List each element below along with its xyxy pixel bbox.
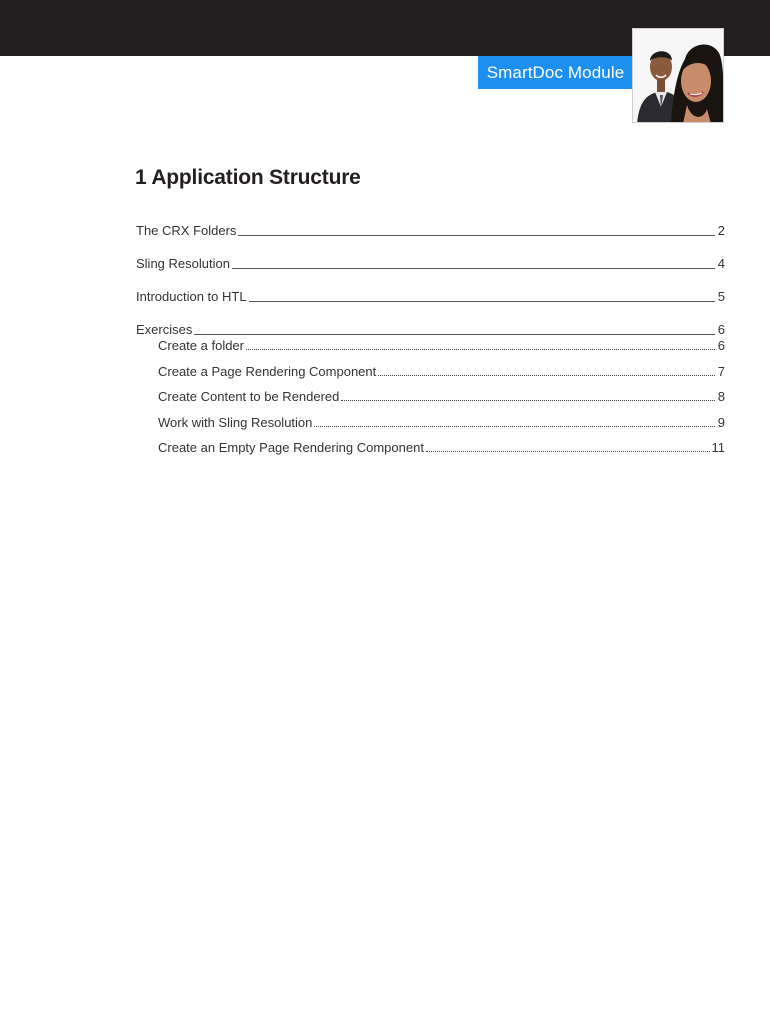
toc-leader <box>238 234 715 236</box>
toc-entry-label: Create Content to be Rendered <box>158 389 340 404</box>
header-photo <box>632 28 724 123</box>
toc-entry-crx-folders[interactable] <box>136 216 725 238</box>
toc-page-number: 5 <box>717 289 725 304</box>
toc-leader <box>249 300 715 302</box>
toc-entry-label: Create a folder <box>158 338 244 353</box>
toc-entry-label: Work with Sling Resolution <box>158 414 313 430</box>
table-of-contents <box>136 216 725 464</box>
toc-subentry-empty-page-component[interactable] <box>136 438 725 455</box>
toc-entry-introduction-htl[interactable] <box>136 282 725 304</box>
toc-entry-label: Create an Empty Page Rendering Component <box>158 440 424 455</box>
toc-page-number: 7 <box>717 363 725 379</box>
module-badge: SmartDoc Module <box>478 56 633 89</box>
toc-entry-label: Sling Resolution <box>136 256 230 271</box>
toc-leader <box>341 399 715 401</box>
toc-page-number: 8 <box>717 389 725 404</box>
toc-leader <box>246 348 715 350</box>
toc-page-number: 4 <box>717 256 725 271</box>
toc-leader <box>426 450 710 452</box>
toc-entry-sling-resolution[interactable] <box>136 249 725 271</box>
toc-subentry-content-to-render[interactable] <box>136 387 725 404</box>
toc-subentry-sling-resolution[interactable] <box>136 413 725 430</box>
chapter-title: 1 Application Structure <box>135 166 361 189</box>
toc-leader <box>194 333 715 335</box>
toc-page-number: 6 <box>717 338 725 353</box>
toc-page-number: 11 <box>711 440 725 455</box>
toc-leader <box>314 425 715 427</box>
toc-leader <box>378 374 715 376</box>
exercise-list <box>136 336 725 455</box>
toc-leader <box>232 267 715 269</box>
toc-subentry-create-folder[interactable] <box>136 336 725 353</box>
toc-entry-label: Exercises <box>136 322 193 337</box>
toc-entry-exercises[interactable] <box>136 315 725 337</box>
toc-entry-label: Create a Page Rendering Component <box>158 363 377 379</box>
toc-page-number: 9 <box>717 414 725 430</box>
toc-page-number: 6 <box>717 322 725 337</box>
toc-page-number: 2 <box>717 223 725 238</box>
toc-subentry-page-rendering-component[interactable] <box>136 362 725 379</box>
toc-entry-label: The CRX Folders <box>136 223 237 238</box>
toc-entry-label: Introduction to HTL <box>136 289 247 304</box>
